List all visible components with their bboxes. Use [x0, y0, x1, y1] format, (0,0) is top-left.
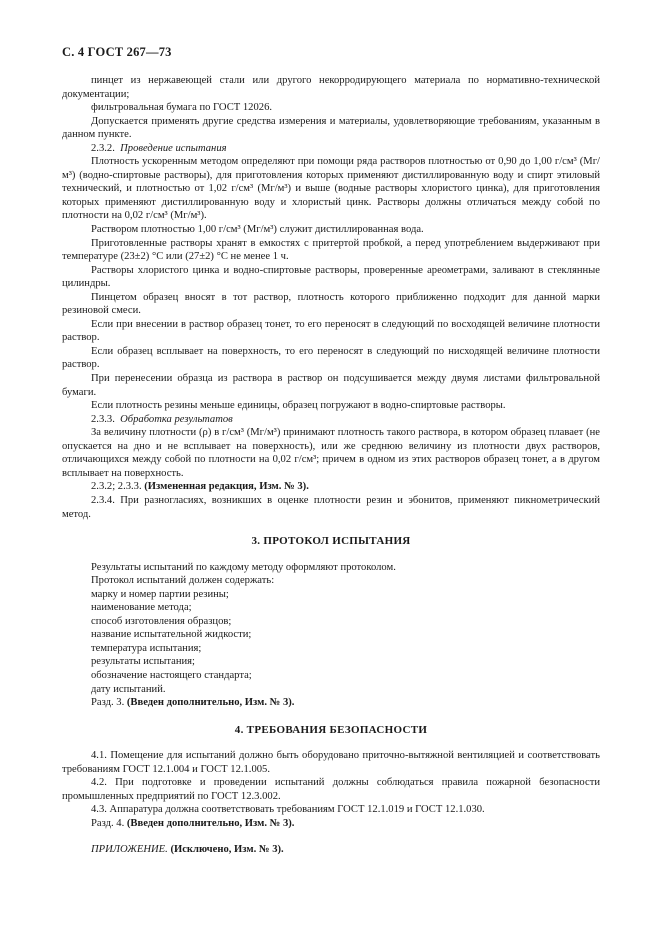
appendix-note — [62, 843, 600, 857]
list-item: температура испытания; — [91, 642, 202, 654]
paragraph: Если плотность резины меньше единицы, образец погружают в водно-спиртовые растворы. — [91, 400, 506, 412]
list-item: дату испытаний. — [91, 683, 166, 695]
subsection-title: Обработка результатов — [120, 413, 233, 425]
paragraph: Если образец всплывает на поверхность, то его переносят в следующий по нисходящей величине плотности раствор. — [62, 345, 600, 371]
list-item: обозначение настоящего стандарта; — [91, 669, 252, 681]
amendment-note — [62, 817, 600, 831]
subsection-heading — [62, 413, 600, 427]
paragraph: пинцет из нержавеющей стали или другого некорродирующего материала по нормативно-технической документации; — [62, 75, 600, 100]
paragraph: 4.1. Помещение для испытаний должно быть оборудовано приточно-вытяжной вентиляцией и соответствовать требованиям ГОСТ 12.1.004 и ГОСТ 12.1.005. — [62, 750, 600, 775]
paragraph: 2.3.4. При разногласиях, возникших в оценке плотности резин и эбонитов, применяют пикнометрический метод. — [62, 494, 600, 520]
list-item: название испытательной жидкости; — [91, 629, 252, 641]
subsection-title: Проведение испытания — [120, 142, 227, 154]
section-3-title: 3. ПРОТОКОЛ ИСПЫТАНИЯ — [251, 535, 411, 548]
list-item: результаты испытания; — [91, 656, 195, 668]
subsection-number: 2.3.2. — [91, 142, 115, 154]
subsection-heading — [62, 142, 600, 156]
paragraph: Приготовленные растворы хранят в емкостях с притертой пробкой, а перед употреблением выдерживают при температуре (23±2) °С или (27±2) °С не менее 1 ч. — [62, 237, 600, 263]
amendment-ref: Разд. 4. — [91, 817, 125, 829]
amendment-text: (Введен дополнительно, Изм. № 3). — [126, 697, 295, 709]
paragraph: Если при внесении в раствор образец тонет, то его переносят в следующий по восходящей величине плотности раствор. — [62, 318, 600, 344]
document-body — [62, 74, 600, 857]
page-header: С. 4 ГОСТ 267—73 — [62, 45, 172, 59]
paragraph: Пинцетом образец вносят в тот раствор, плотность которого приближенно подходит для данной марки резиновой смеси. — [62, 291, 600, 317]
paragraph: За величину плотности (ρ) в г/см³ (Мг/м³) принимают плотность такого раствора, в котором образец плавает (не опускается на дно и не всплывает на поверхность), или же среднюю величину из плотности двух растворов, отличающихся между собой по плотности на 0,02 г/см³; причем в одном из этих растворов образец тонет, а в другом всплывает на поверхность. — [62, 427, 600, 479]
list-item: Результаты испытаний по каждому методу оформляют протоколом. — [91, 561, 396, 573]
paragraph: фильтровальная бумага по ГОСТ 12026. — [91, 102, 273, 114]
list-item: наименование метода; — [91, 602, 192, 614]
paragraph: 4.2. При подготовке и проведении испытаний должны соблюдаться правила пожарной безопасности промышленных предприятий по ГОСТ 12.3.002. — [62, 777, 600, 802]
list-item: способ изготовления образцов; — [91, 615, 232, 627]
paragraph: Растворы хлористого цинка и водно-спиртовые растворы, проверенные ареометрами, заливают в стеклянные цилиндры. — [62, 264, 600, 290]
paragraph: Раствором плотностью 1,00 г/см³ (Мг/м³) служит дистиллированная вода. — [91, 224, 424, 236]
amendment-ref: Разд. 3. — [91, 697, 125, 709]
amendment-note — [62, 480, 600, 494]
amendment-note — [62, 696, 600, 710]
section-4-title: 4. ТРЕБОВАНИЯ БЕЗОПАСНОСТИ — [234, 723, 428, 736]
appendix-status: (Исключено, Изм. № 3). — [170, 844, 284, 856]
appendix-label: ПРИЛОЖЕНИЕ. — [91, 844, 168, 856]
amendment-ref: 2.3.2; 2.3.3. — [91, 481, 142, 493]
paragraph: При перенесении образца из раствора в раствор он подсушивается между двумя листами фильтровальной бумаги. — [62, 373, 600, 398]
paragraph: Допускается применять другие средства измерения и материалы, удовлетворяющие требованиям, указанным в данном пункте. — [62, 115, 600, 141]
list-item: Протокол испытаний должен содержать: — [91, 575, 275, 587]
subsection-number: 2.3.3. — [91, 413, 115, 425]
amendment-text: (Измененная редакция, Изм. № 3). — [144, 481, 309, 493]
list-item: марку и номер партии резины; — [91, 588, 229, 600]
paragraph: Плотность ускоренным методом определяют при помощи ряда растворов плотностью от 0,90 до 1,00 г/см³ (Мг/м³) (водно-спиртовые растворы), для приготовления которых применяют дистиллированную воду и спирт этиловый технический, и плотностью от 1,02 г/см³ (Мг/м³) и выше (водные растворы хлористого цинка), для приготовления которых применяют дистиллированную воду и хлористый цинк. Растворы должны отличаться между собой по плотности на 0,02 г/см³ (Мг/м³). — [62, 156, 600, 222]
amendment-text: (Введен дополнительно, Изм. № 3). — [126, 817, 295, 829]
paragraph: 4.3. Аппаратура должна соответствовать требованиям ГОСТ 12.1.019 и ГОСТ 12.1.030. — [91, 804, 485, 816]
